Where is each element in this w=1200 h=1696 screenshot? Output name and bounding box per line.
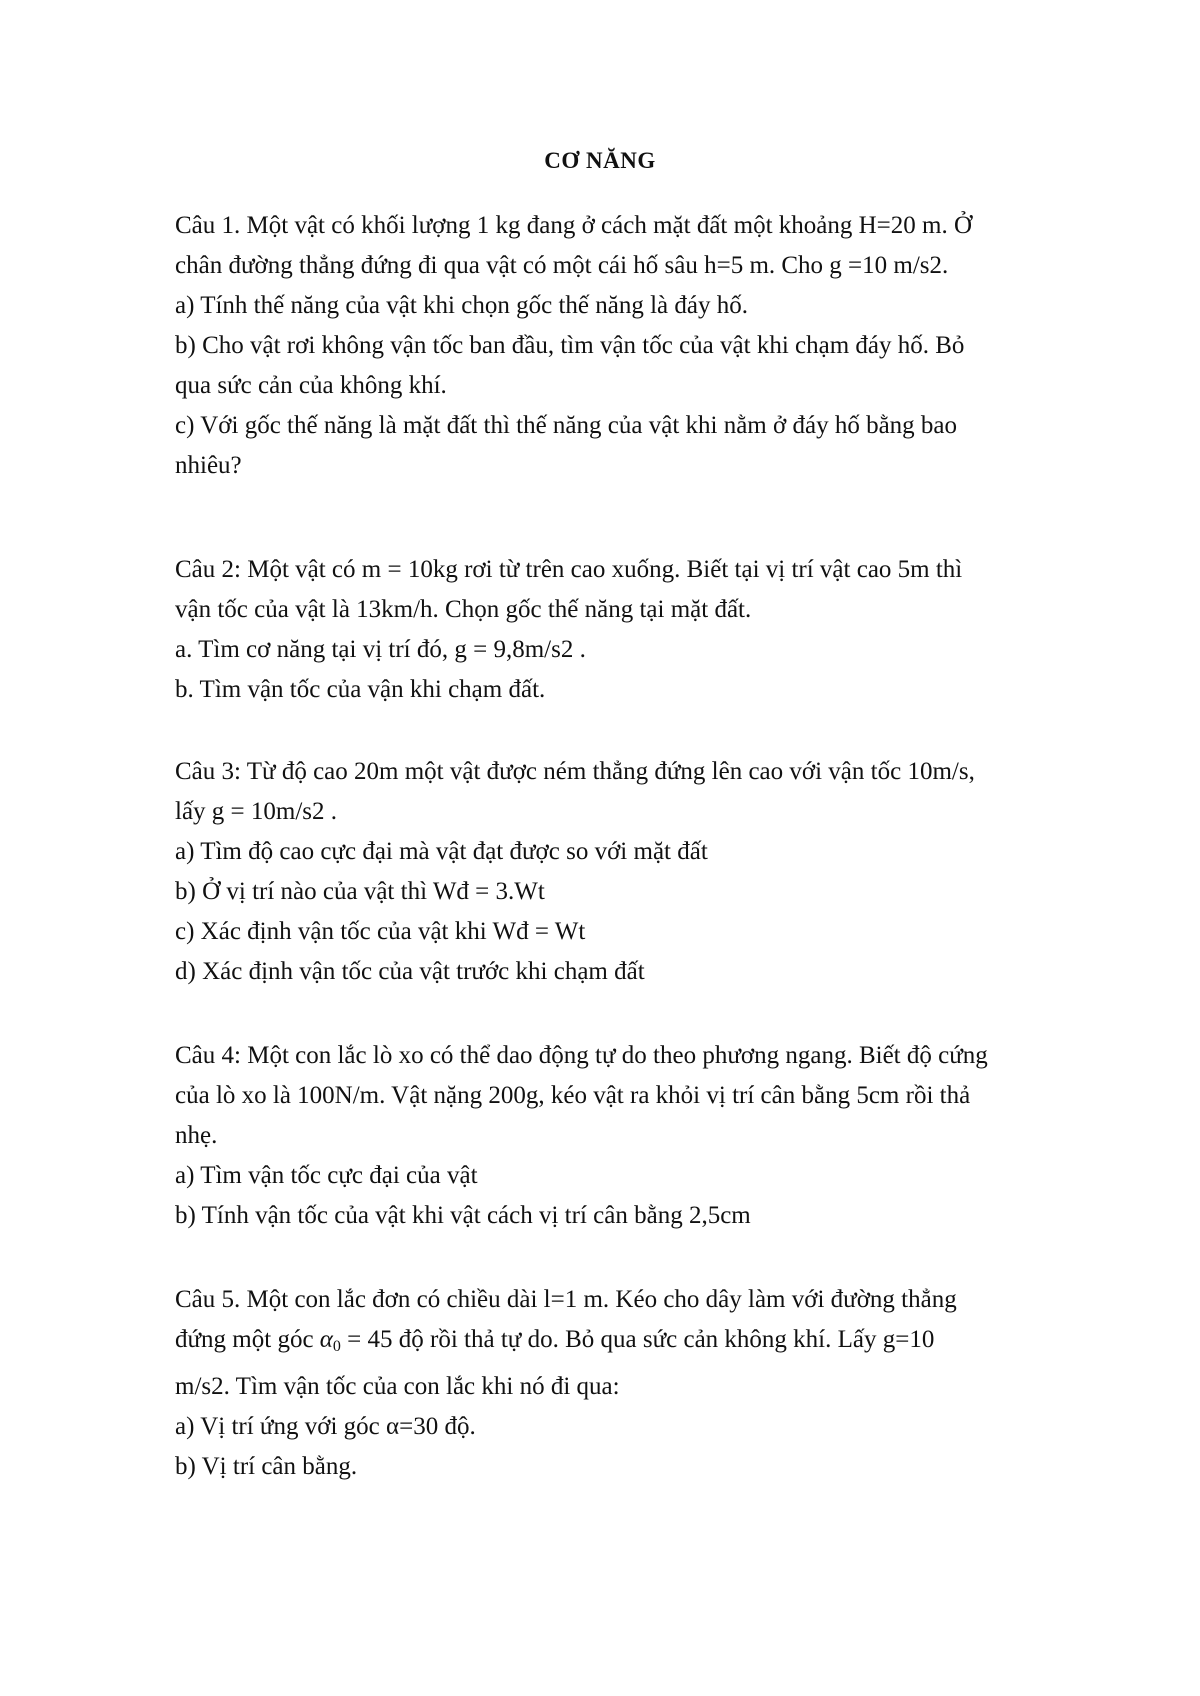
question-4-part-b: b) Tính vận tốc của vật khi vật cách vị trí cân bằng 2,5cm: [175, 1202, 751, 1229]
question-5-line-with-angle: [175, 1320, 1115, 1367]
question-5-part-a: a) Vị trí ứng với góc α=30 độ.: [175, 1413, 476, 1440]
question-4: [175, 1036, 1115, 1236]
question-3-part-c: c) Xác định vận tốc của vật khi Wđ = Wt: [175, 918, 586, 945]
question-1-line: chân đường thẳng đứng đi qua vật có một cái hố sâu h=5 m. Cho g =10 m/s2.: [175, 252, 949, 279]
question-1-part-c: c) Với gốc thế năng là mặt đất thì thế năng của vật khi nằm ở đáy hố bằng bao: [175, 412, 958, 439]
alpha-symbol: α: [319, 1326, 333, 1353]
question-5-text: đứng một góc: [175, 1326, 314, 1353]
alpha-subscript: 0: [332, 1338, 341, 1355]
question-1-part-c-cont: nhiêu?: [175, 452, 242, 479]
page-title: CƠ NĂNG: [544, 148, 656, 173]
question-1-part-a: a) Tính thế năng của vật khi chọn gốc thế năng là đáy hố.: [175, 292, 748, 319]
question-5-line: Câu 5. Một con lắc đơn có chiều dài l=1 m. Kéo cho dây làm với đường thẳng: [175, 1286, 957, 1313]
question-1-part-b-cont: qua sức cản của không khí.: [175, 372, 447, 399]
question-5-part-b: b) Vị trí cân bằng.: [175, 1453, 358, 1480]
question-3-part-b: b) Ở vị trí nào của vật thì Wđ = 3.Wt: [175, 878, 545, 905]
question-2-line: Câu 2: Một vật có m = 10kg rơi từ trên cao xuống. Biết tại vị trí vật cao 5m thì: [175, 556, 963, 583]
question-5-line: m/s2. Tìm vận tốc của con lắc khi nó đi qua:: [175, 1373, 620, 1400]
question-3-line: lấy g = 10m/s2 .: [175, 798, 338, 825]
question-4-line: Câu 4: Một con lắc lò xo có thể dao động tự do theo phương ngang. Biết độ cứng: [175, 1042, 988, 1069]
question-3-line: Câu 3: Từ độ cao 20m một vật được ném thẳng đứng lên cao với vận tốc 10m/s,: [175, 758, 975, 785]
question-2-part-b: b. Tìm vận tốc của vận khi chạm đất.: [175, 676, 546, 703]
question-5: [175, 1280, 1115, 1487]
question-2-line: vận tốc của vật là 13km/h. Chọn gốc thế năng tại mặt đất.: [175, 596, 752, 623]
question-3-part-a: a) Tìm độ cao cực đại mà vật đạt được so với mặt đất: [175, 838, 708, 865]
question-5-text: = 45 độ rồi thả tự do. Bỏ qua sức cản không khí. Lấy g=10: [347, 1326, 935, 1353]
question-3: [175, 752, 1115, 992]
question-4-line: nhẹ.: [175, 1122, 218, 1149]
question-1-part-b: b) Cho vật rơi không vận tốc ban đầu, tìm vận tốc của vật khi chạm đáy hố. Bỏ: [175, 332, 965, 359]
question-2: [175, 550, 1115, 710]
question-2-part-a: a. Tìm cơ năng tại vị trí đó, g = 9,8m/s2 .: [175, 636, 586, 663]
question-4-part-a: a) Tìm vận tốc cực đại của vật: [175, 1162, 478, 1189]
alpha-zero-symbol: [320, 1326, 341, 1353]
question-3-part-d: d) Xác định vận tốc của vật trước khi chạm đất: [175, 958, 645, 985]
question-1-line: Câu 1. Một vật có khối lượng 1 kg đang ở cách mặt đất một khoảng H=20 m. Ở: [175, 212, 973, 239]
question-1: [175, 206, 1115, 486]
question-4-line: của lò xo là 100N/m. Vật nặng 200g, kéo vật ra khỏi vị trí cân bằng 5cm rồi thả: [175, 1082, 971, 1109]
